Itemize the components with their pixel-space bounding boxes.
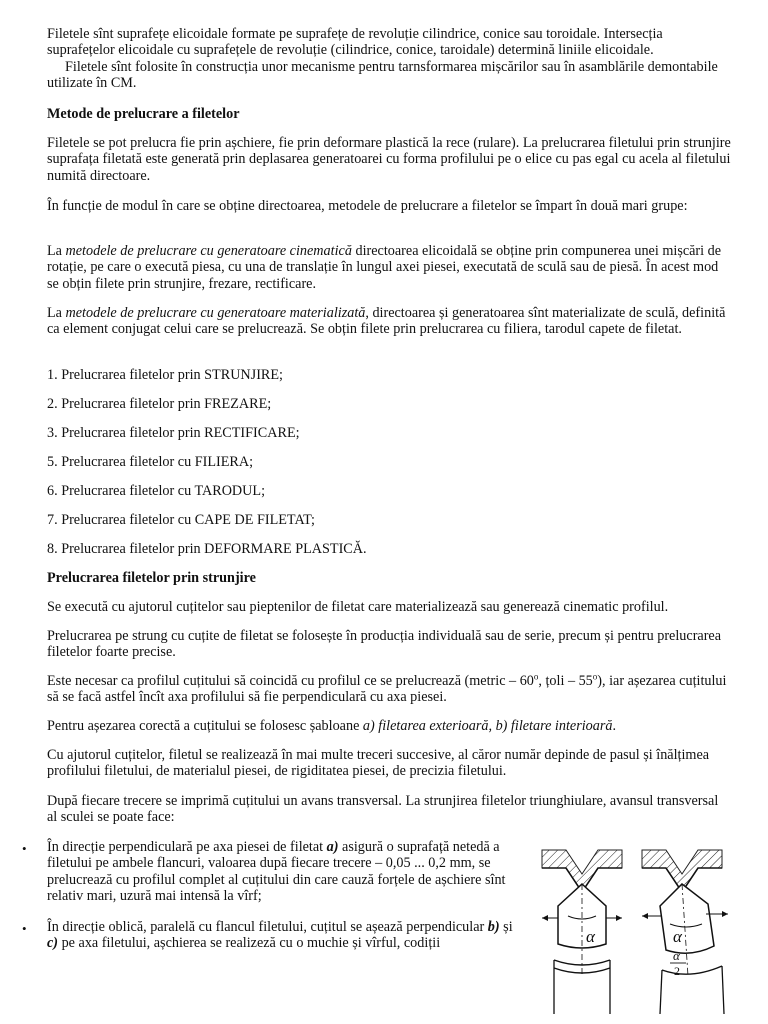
alpha-label-left: α bbox=[586, 927, 595, 946]
list-item: 7. Prelucrarea filetelor cu CAPE DE FILETAT; bbox=[47, 512, 315, 528]
b2-prefix: În direcție oblică, paralelă cu flancul filetului, cuțitul se așează perpendicular bbox=[47, 919, 488, 935]
intro-paragraph-1: Filetele sînt suprafețe elicoidale formate pe suprafețe de revoluție cilindrice, conice sau toroidale. Intersecția suprafețelor elicoidale cu suprafețele de revoluție (cilindrice, conice, taroidale) determină liniile elicoidale. bbox=[47, 26, 663, 59]
turning-paragraph-6: După fiecare trecere se imprimă cuțitului un avans transversal. La strunjirea filetelor triunghiulare, avansul transversal al sculei se poate face: bbox=[47, 793, 719, 826]
alpha-half-label: α bbox=[673, 948, 680, 963]
alpha-label-right: α bbox=[673, 927, 682, 946]
methods-paragraph-2: În funcție de modul în care se obține directoarea, metodele de prelucrare a filetelor se împart în două mari grupe: bbox=[47, 198, 688, 214]
p3-part-a: Este necesar ca profilul cuțitului să coincidă cu profilul ce se prelucrează (metric – 60 bbox=[47, 673, 534, 689]
p3-emphasis: metodele de prelucrare cu generatoare cinematică bbox=[65, 243, 352, 259]
p4-prefix: Pentru așezarea corectă a cuțitului se folosesc șabloane bbox=[47, 718, 363, 734]
right-tool-drawing bbox=[642, 850, 728, 1014]
p3-part-c: ), iar așezarea cuțitului să se facă astfel încît axa profilului să fie perpendiculară cu axa piesei. bbox=[47, 673, 727, 706]
thread-cutting-tool-figure bbox=[538, 844, 760, 1020]
p3-prefix: La bbox=[47, 243, 66, 259]
b2-label-b: b) bbox=[487, 919, 500, 935]
turning-paragraph-3 bbox=[47, 673, 732, 706]
half-denominator-label: 2 bbox=[674, 964, 680, 978]
methods-paragraph-3 bbox=[47, 243, 732, 292]
list-item: 1. Prelucrarea filetelor prin STRUNJIRE; bbox=[47, 367, 283, 383]
turning-paragraph-1: Se execută cu ajutorul cuțitelor sau pieptenilor de filetat care materializează sau generează cinematic profilul. bbox=[47, 599, 669, 615]
b2-suffix: pe axa filetului, așchierea se realizeză cu o muchie și vîrful, codiții bbox=[58, 935, 441, 952]
list-item: 2. Prelucrarea filetelor prin FREZARE; bbox=[47, 396, 272, 412]
list-item: 6. Prelucrarea filetelor cu TARODUL; bbox=[47, 483, 266, 499]
degree-symbol: o bbox=[592, 671, 598, 682]
p4-suffix: . bbox=[612, 718, 617, 734]
turning-paragraph-5: Cu ajutorul cuțitelor, filetul se realizează în mai multe treceri succesive, al căror număr depinde de pasul și înălțimea profilului filetului, de materialul piesei, de rigiditatea piesei, de precizia filetului. bbox=[47, 747, 710, 780]
bullet-symbol: • bbox=[22, 841, 27, 856]
list-item: 3. Prelucrarea filetelor prin RECTIFICARE; bbox=[47, 425, 300, 441]
b1-prefix: În direcție perpendiculară pe axa piesei de filetat bbox=[47, 839, 327, 855]
p4-emphasis: a) filetarea exterioară, b) filetare interioară bbox=[362, 718, 613, 734]
p4-suffix: , directoarea și generatoarea sînt materializate de sculă, definită ca element conjugat celui care se prelucrează. Se obțin filete prin prelucrarea cu filiera, tarodul capete de filetat. bbox=[47, 305, 726, 338]
p3-suffix: directoarea elicoidală se obține prin compunerea unei mișcări de rotație, pe care o execută piesa, cu una de translație în lungul axei piesei, executată de sculă sau de piesă. În acest mod se obțin filete prin strunjire, frezare, rectificare. bbox=[47, 243, 722, 292]
methods-paragraph-1: Filetele se pot prelucra fie prin așchiere, fie prin deformare plastică la rece (rulare). La prelucrarea filetului prin strunjire suprafața filetată este generată prin deplasarea generatoarei cu forma profilului pe o elice cu pas egal cu acela al filetului numită directoare. bbox=[47, 135, 731, 184]
p4-emphasis: metodele de prelucrare cu generatoare materializată bbox=[65, 305, 366, 321]
intro-paragraph-2: Filetele sînt folosite în construcția unor mecanisme pentru tarnsformarea mișcărilor sau în asamblările demontabile utilizate în CM. bbox=[47, 59, 718, 92]
bullet-item-oblique bbox=[47, 919, 522, 952]
left-tool-drawing bbox=[542, 850, 622, 1014]
turning-paragraph-4 bbox=[47, 718, 732, 734]
list-item: 8. Prelucrarea filetelor prin DEFORMARE PLASTICĂ. bbox=[47, 541, 367, 557]
b1-suffix: asigură o suprafață netedă a filetului pe ambele flancuri, valoarea după fiecare trecere – 0,05 ... 0,2 mm, se prelucrează cu profilul complet al cuțitului din care cauză forțele de așchiere sînt relativ mari, uzură mai intensă la vîrf; bbox=[47, 839, 506, 905]
list-item: 5. Prelucrarea filetelor cu FILIERA; bbox=[47, 454, 254, 470]
p4-prefix: La bbox=[47, 305, 66, 321]
p3-part-b: , țoli – 55 bbox=[538, 673, 593, 689]
turning-paragraph-2: Prelucrarea pe strung cu cuțite de filetat se folosește în producția individuală sau de serie, precum și pentru prelucrarea filetelor foarte precise. bbox=[47, 628, 722, 661]
bullet-symbol: • bbox=[22, 921, 27, 936]
section-heading-turning: Prelucrarea filetelor prin strunjire bbox=[47, 570, 256, 586]
section-heading-methods: Metode de prelucrare a filetelor bbox=[47, 106, 240, 122]
bullet-item-perpendicular bbox=[47, 839, 522, 905]
degree-symbol: o bbox=[533, 671, 539, 682]
methods-paragraph-4 bbox=[47, 305, 732, 338]
b2-mid: și bbox=[499, 919, 513, 935]
b1-label: a) bbox=[326, 839, 339, 855]
b2-label-c: c) bbox=[47, 935, 59, 952]
